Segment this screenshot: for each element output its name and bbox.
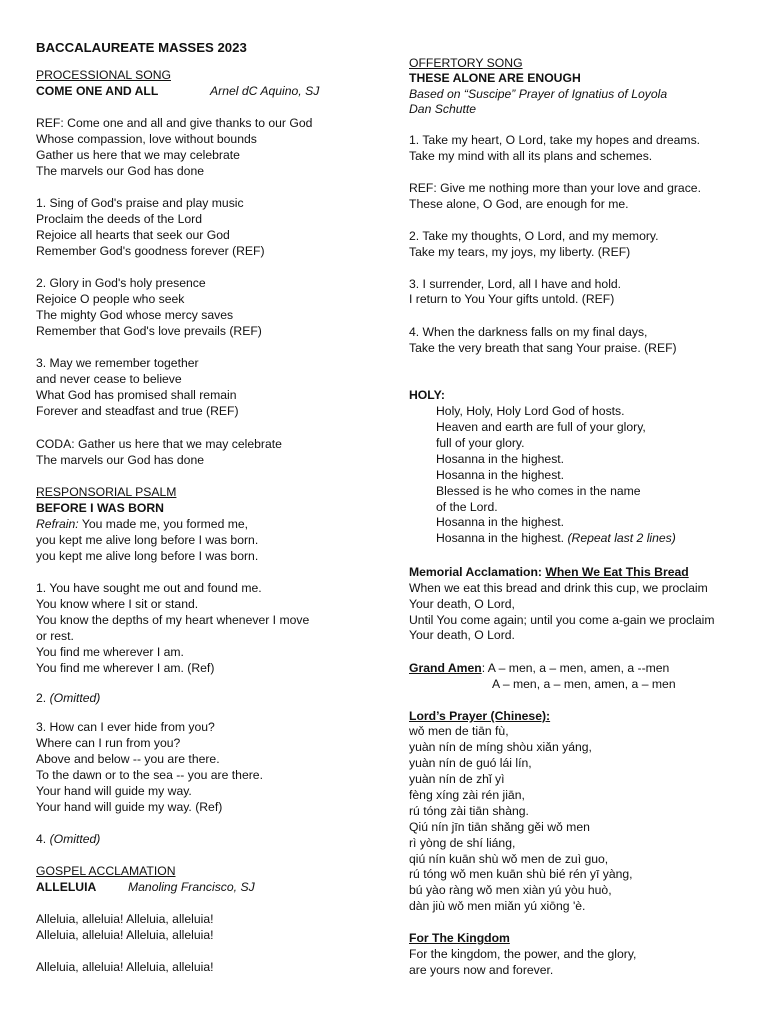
lyric-line: wǒ men de tiān fù, bbox=[409, 724, 509, 738]
lyric-line: fèng xíng zài rén jiān, bbox=[409, 788, 525, 802]
holy-last-line bbox=[436, 531, 676, 546]
lyric-line: Until You come again; until you come a-gain we proclaim bbox=[409, 613, 715, 627]
lyric-line: or rest. bbox=[36, 629, 74, 643]
lyric-line: Gather us here that we may celebrate bbox=[36, 148, 240, 162]
kingdom-heading: For The Kingdom bbox=[409, 931, 510, 945]
lyric-line: Where can I run from you? bbox=[36, 736, 181, 750]
lyric-line: Remember God's goodness forever (REF) bbox=[36, 244, 265, 258]
lyric-line: When we eat this bread and drink this cup, we proclaim bbox=[409, 581, 708, 595]
verse-number: 4. bbox=[36, 832, 50, 846]
lyric-line: full of your glory. bbox=[436, 436, 525, 450]
omitted-note: (Omitted) bbox=[49, 691, 101, 705]
offertory-heading: OFFERTORY SONG bbox=[409, 56, 523, 70]
lyric-line: Hosanna in the highest. bbox=[436, 452, 565, 466]
lyric-line: You find me wherever I am. bbox=[36, 645, 184, 659]
lyric-line: rú tóng wǒ men kuān shù bié rén yī yàng, bbox=[409, 867, 633, 881]
lyric-line: are yours now and forever. bbox=[409, 963, 554, 977]
lyric-line: dàn jiù wǒ men miǎn yú xiōng 'è. bbox=[409, 899, 586, 913]
refrain-line bbox=[36, 517, 248, 532]
gospel-heading: GOSPEL ACCLAMATION bbox=[36, 864, 176, 878]
grand-amen-line bbox=[409, 661, 669, 676]
processional-composer: Arnel dC Aquino, SJ bbox=[210, 84, 320, 98]
lyric-line: 1. Sing of God's praise and play music bbox=[36, 196, 244, 210]
omitted-note: (Omitted) bbox=[49, 832, 101, 846]
lyric-line: Alleluia, alleluia! Alleluia, alleluia! bbox=[36, 912, 214, 926]
lyric-text: Hosanna in the highest. bbox=[436, 531, 568, 545]
offertory-based-on: Based on “Suscipe” Prayer of Ignatius of Loyola bbox=[409, 87, 668, 101]
psalm-heading: RESPONSORIAL PSALM bbox=[36, 485, 177, 499]
holy-heading: HOLY: bbox=[409, 388, 445, 402]
lyric-line: rú tóng zài tiān shàng. bbox=[409, 804, 529, 818]
lyric-line: Your hand will guide my way. bbox=[36, 784, 192, 798]
lyric-line: Take my mind with all its plans and schemes. bbox=[409, 149, 653, 163]
lyric-line: These alone, O God, are enough for me. bbox=[409, 197, 629, 211]
grand-amen-text: : A – men, a – men, amen, a --men bbox=[481, 661, 670, 675]
lyric-line: rì yòng de shí liáng, bbox=[409, 836, 516, 850]
lyric-line: 1. Take my heart, O Lord, take my hopes and dreams. bbox=[409, 133, 701, 147]
gospel-composer: Manoling Francisco, SJ bbox=[128, 880, 255, 894]
lyric-line: REF: Come one and all and give thanks to our God bbox=[36, 116, 313, 130]
lyric-line: The marvels our God has done bbox=[36, 453, 205, 467]
lyric-line: The marvels our God has done bbox=[36, 164, 205, 178]
lyric-line: Above and below -- you are there. bbox=[36, 752, 220, 766]
processional-song-title: COME ONE AND ALL bbox=[36, 84, 159, 98]
lyric-line: 2. Glory in God's holy presence bbox=[36, 276, 206, 290]
refrain-text: You made me, you formed me, bbox=[78, 517, 249, 531]
lyric-line: bú yào ràng wǒ men xiàn yú yòu huò, bbox=[409, 883, 612, 897]
lyric-line: You know where I sit or stand. bbox=[36, 597, 199, 611]
lyric-line: yuàn nín de zhǐ yì bbox=[409, 772, 505, 786]
lyric-line: A – men, a – men, amen, a – men bbox=[492, 677, 676, 691]
lyric-line: 2. Take my thoughts, O Lord, and my memory. bbox=[409, 229, 659, 243]
lyric-line: you kept me alive long before I was born. bbox=[36, 549, 259, 563]
lyric-line: of the Lord. bbox=[436, 500, 498, 514]
lyric-line: What God has promised shall remain bbox=[36, 388, 237, 402]
repeat-note: (Repeat last 2 lines) bbox=[567, 531, 676, 545]
gospel-song-title: ALLELUIA bbox=[36, 880, 97, 894]
lyric-line: You know the depths of my heart whenever I move bbox=[36, 613, 310, 627]
lyric-line: Your death, O Lord. bbox=[409, 628, 515, 642]
memorial-acclamation-heading bbox=[409, 565, 689, 580]
processional-heading: PROCESSIONAL SONG bbox=[36, 68, 171, 82]
lyric-line: Hosanna in the highest. bbox=[436, 468, 565, 482]
grand-amen-label: Grand Amen bbox=[409, 661, 482, 675]
page-title: BACCALAUREATE MASSES 2023 bbox=[36, 40, 247, 55]
lyric-line: Take my tears, my joys, my liberty. (REF) bbox=[409, 245, 631, 259]
lyric-line: You find me wherever I am. (Ref) bbox=[36, 661, 215, 675]
lyric-line: Hosanna in the highest. bbox=[436, 515, 565, 529]
lyric-line: Rejoice all hearts that seek our God bbox=[36, 228, 230, 242]
lyric-line: For the kingdom, the power, and the glory, bbox=[409, 947, 637, 961]
verse-number: 2. bbox=[36, 691, 50, 705]
lyric-line: Blessed is he who comes in the name bbox=[436, 484, 641, 498]
lyric-line: Your hand will guide my way. (Ref) bbox=[36, 800, 223, 814]
lyric-line: Heaven and earth are full of your glory, bbox=[436, 420, 646, 434]
lyric-line: Qiú nín jīn tiān shǎng gěi wǒ men bbox=[409, 820, 590, 834]
lyric-line: Holy, Holy, Holy Lord God of hosts. bbox=[436, 404, 625, 418]
lyric-line: Remember that God's love prevails (REF) bbox=[36, 324, 262, 338]
psalm-song-title: BEFORE I WAS BORN bbox=[36, 501, 164, 515]
lyric-line: Your death, O Lord, bbox=[409, 597, 515, 611]
lyric-line: Rejoice O people who seek bbox=[36, 292, 185, 306]
lyric-line: Take the very breath that sang Your praise. (REF) bbox=[409, 341, 677, 355]
lyric-line: qiú nín kuān shù wǒ men de zuì guo, bbox=[409, 852, 609, 866]
lyric-line: REF: Give me nothing more than your love and grace. bbox=[409, 181, 701, 195]
lyric-line: 3. I surrender, Lord, all I have and hold. bbox=[409, 277, 622, 291]
lyric-line: you kept me alive long before I was born. bbox=[36, 533, 259, 547]
offertory-song-title: THESE ALONE ARE ENOUGH bbox=[409, 71, 581, 85]
lyric-line: yuàn nín de míng shòu xiǎn yáng, bbox=[409, 740, 592, 754]
memorial-label: Memorial Acclamation: bbox=[409, 565, 546, 579]
lords-prayer-heading: Lord’s Prayer (Chinese): bbox=[409, 709, 551, 723]
lyric-line: yuàn nín de guó lái lín, bbox=[409, 756, 532, 770]
offertory-composer: Dan Schutte bbox=[409, 102, 477, 116]
lyric-line: I return to You Your gifts untold. (REF) bbox=[409, 292, 615, 306]
lyric-line: Whose compassion, love without bounds bbox=[36, 132, 257, 146]
lyric-line: 4. When the darkness falls on my final days, bbox=[409, 325, 648, 339]
memorial-title: When We Eat This Bread bbox=[545, 565, 689, 579]
refrain-label: Refrain: bbox=[36, 517, 79, 531]
lyric-line: 3. May we remember together bbox=[36, 356, 199, 370]
omitted-verse-4 bbox=[36, 832, 100, 847]
lyric-line: 3. How can I ever hide from you? bbox=[36, 720, 215, 734]
lyric-line: Forever and steadfast and true (REF) bbox=[36, 404, 239, 418]
lyric-line: Proclaim the deeds of the Lord bbox=[36, 212, 202, 226]
lyric-line: and never cease to believe bbox=[36, 372, 182, 386]
lyric-line: CODA: Gather us here that we may celebrate bbox=[36, 437, 282, 451]
lyric-line: To the dawn or to the sea -- you are there. bbox=[36, 768, 263, 782]
lyric-line: The mighty God whose mercy saves bbox=[36, 308, 234, 322]
lyric-line: 1. You have sought me out and found me. bbox=[36, 581, 262, 595]
omitted-verse-2 bbox=[36, 691, 100, 706]
lyric-line: Alleluia, alleluia! Alleluia, alleluia! bbox=[36, 928, 214, 942]
lyric-line: Alleluia, alleluia! Alleluia, alleluia! bbox=[36, 960, 214, 974]
